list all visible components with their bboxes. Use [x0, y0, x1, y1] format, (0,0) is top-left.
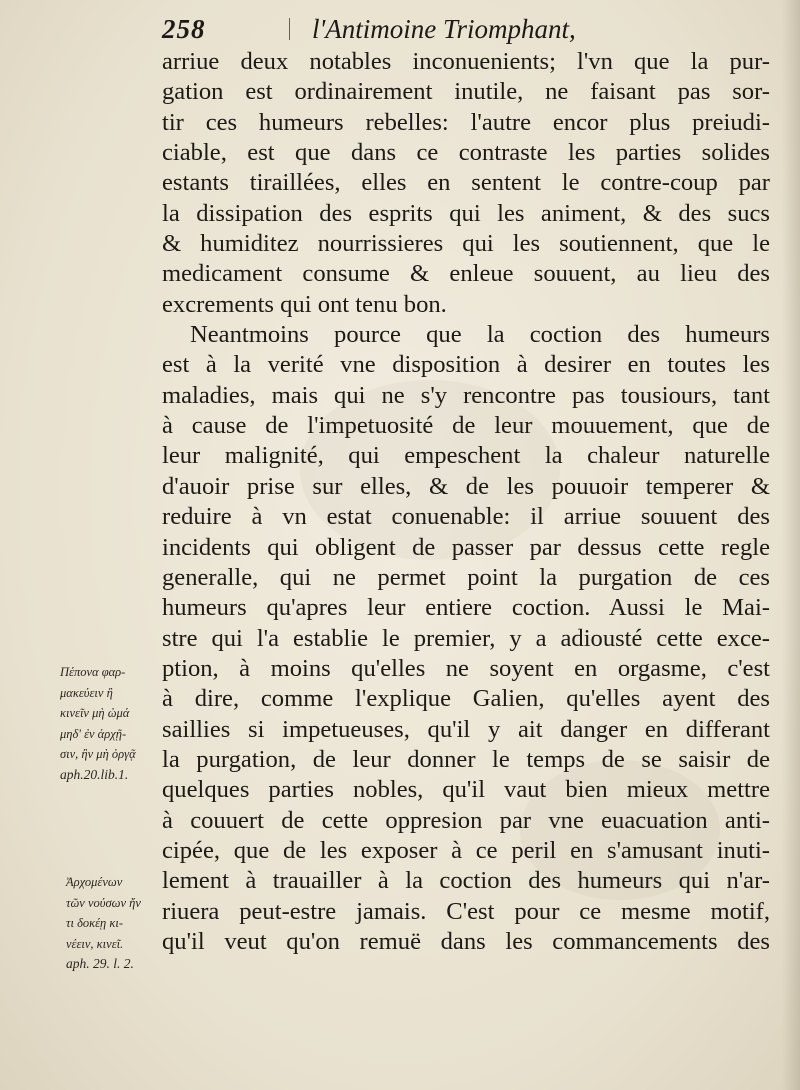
text-line: la dissipation des esprits qui les animent, & des sucs	[162, 199, 770, 227]
text-line: estants tiraillées, elles en sentent le contre-coup par	[162, 169, 770, 197]
text-line: cipée, que de les exposer à ce peril en s'amusant inuti-	[162, 836, 770, 864]
aphorism-reference: aph. 29. l. 2.	[66, 956, 134, 971]
text-line: la purgation, de leur donner le temps de se saisir de	[162, 745, 770, 773]
marginal-note-aphorism-2-29	[66, 872, 164, 975]
header-divider	[289, 18, 290, 40]
greek-note-line: τι δοκέῃ κι-	[66, 916, 124, 930]
running-header	[162, 14, 762, 48]
text-line: saillies si impetueuses, qu'il y ait danger en differant	[162, 715, 770, 743]
greek-note-line: νέειν, κινεῖ.	[66, 936, 124, 951]
text-line: medicament consume & enleue souuent, au lieu des	[162, 260, 770, 288]
text-line: humeurs qu'apres leur entiere coction. Aussi le Mai-	[162, 594, 770, 622]
greek-note-line: σιν, ἢν μὴ ὀργᾷ	[60, 747, 136, 761]
text-line: stre qui l'a establie le premier, y a adiousté cette exce-	[162, 624, 770, 652]
page-edge-shadow	[782, 0, 800, 1090]
text-line: riuera peut-estre jamais. C'est pour ce mesme motif,	[162, 897, 770, 925]
text-line: à couuert de cette oppresion par vne euacuation anti-	[162, 806, 770, 834]
greek-note-line: τῶν νούσων ἤν	[66, 895, 141, 910]
text-line: & humiditez nourrissieres qui les soutiennent, que le	[162, 230, 770, 258]
running-title: l'Antimoine Triomphant,	[312, 14, 576, 44]
text-line: lement à trauailler à la coction des humeurs qui n'ar-	[162, 867, 770, 895]
text-line: generalle, qui ne permet point la purgation de ces	[162, 563, 770, 591]
text-line: ption, à moins qu'elles ne soyent en orgasme, c'est	[162, 654, 770, 682]
text-line: arriue deux notables inconuenients; l'vn que la pur-	[162, 48, 770, 75]
text-line: reduire à vn estat conuenable: il arriue souuent des	[162, 503, 770, 531]
greek-note-line: κινεῖν μὴ ὠμά	[60, 706, 130, 720]
body-text	[162, 47, 770, 957]
text-line: d'auoir prise sur elles, & de les pouuoir temperer &	[162, 472, 770, 500]
text-line: à cause de l'impetuosité de leur mouuement, que de	[162, 412, 770, 440]
greek-note-line: Ἀρχομένων	[66, 875, 123, 889]
text-line: tir ces humeurs rebelles: l'autre encor plus preiudi-	[162, 108, 770, 136]
text-line: incidents qui obligent de passer par dessus cette regle	[162, 533, 770, 561]
greek-note-line: μακεύειν ἢ	[60, 685, 113, 700]
text-line: gation est ordinairement inutile, ne faisant pas sor-	[162, 78, 770, 106]
text-line: Neantmoins pource que la coction des humeurs	[190, 321, 770, 349]
text-line: ciable, est que dans ce contraste les parties solides	[162, 139, 770, 167]
text-line: quelques parties nobles, qu'il vaut bien mieux mettre	[162, 776, 770, 804]
text-line: excrements qui ont tenu bon.	[162, 290, 447, 318]
text-line: maladies, mais qui ne s'y rencontre pas tousiours, tant	[162, 381, 770, 409]
marginal-note-aphorism-1-20	[60, 662, 158, 785]
text-line: est à la verité vne disposition à desirer en toutes les	[162, 351, 770, 379]
greek-note-line: μηδ' ἐν ἀρχῇ-	[60, 726, 127, 741]
text-line: qu'il veut qu'on remuë dans les commancements des	[162, 927, 770, 955]
text-line: à dire, comme l'explique Galien, qu'elles ayent des	[162, 685, 770, 713]
page-number: 258	[162, 14, 206, 44]
greek-note-line: Πέπονα φαρ-	[60, 665, 126, 679]
aphorism-reference: aph.20.lib.1.	[60, 766, 129, 782]
text-line: leur malignité, qui empeschent la chaleur naturelle	[162, 442, 770, 470]
